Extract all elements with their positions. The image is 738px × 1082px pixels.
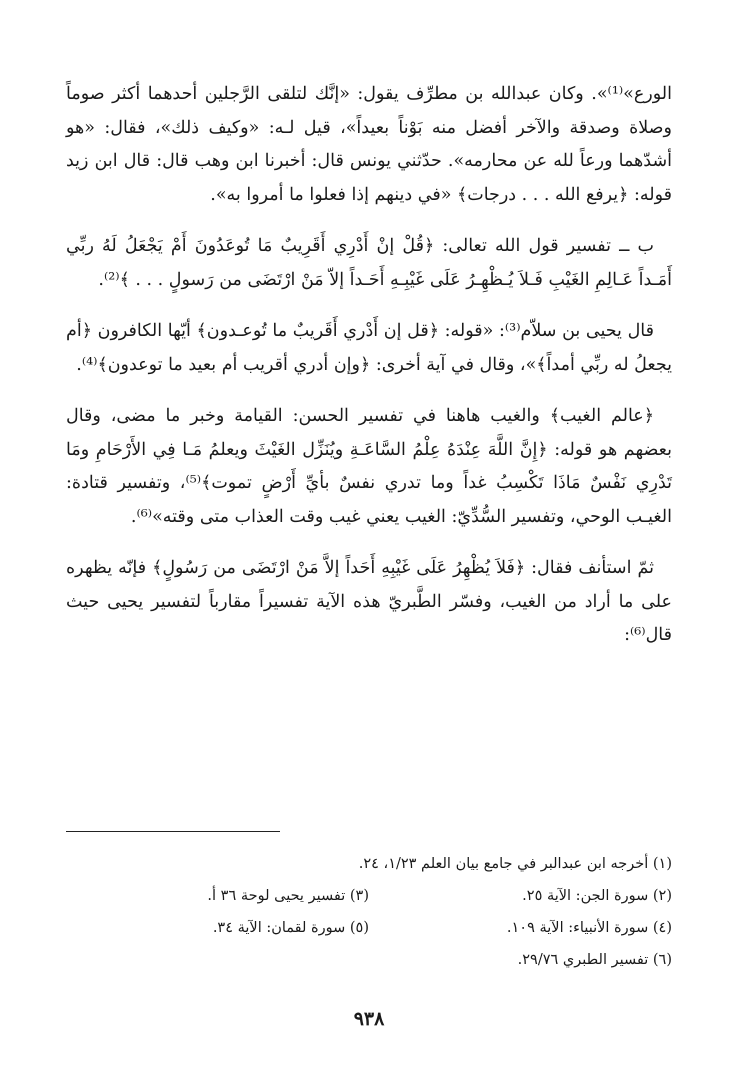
footnote-1: (١) أخرجه ابن عبدالبر في جامع بيان العلم ١/٢٣، ٢٤.	[358, 856, 672, 872]
footnote-6: (٦) تفسير الطبري ٢٩/٧٦.	[517, 952, 672, 968]
paragraph-3: قال يحيى بن سلاّم⁽³⁾: «قوله: ﴿قل إن أَدْري أَقَريبٌ ما تُوعـدون﴾ أيّها الكافرون ﴿أم يجعلُ له ربِّي أمداً﴾»، وقال في آية أخرى: ﴿وإن أدري أقريب أم بعيد ما توعدون﴾⁽⁴⁾.	[66, 321, 672, 375]
footnote-row	[66, 848, 672, 880]
footnote-4: (٤) سورة الأنبياء: الآية ١٠٩.	[506, 920, 672, 936]
footnote-divider	[66, 831, 280, 832]
footnote-row	[66, 912, 672, 944]
paragraph-1: الورع»⁽¹⁾». وكان عبدالله بن مطرِّف يقول: «إنَّك لتلقى الرَّجلين أحدهما أكثر صوماً وصلاة وصدقة والآخر أفضل منه بَوْناً بعيداً»، قيل لـه: «وكيف ذلك»، فقال: «هو أشدّهما ورعاً لله عن محارمه». حدّثني يونس قال: أخبرنا ابن وهب قال: قال ابن زيد قوله: ﴿يرفع الله . . . درجات﴾ «في دينهم إذا فعلوا ما أمروا به».	[66, 84, 672, 205]
footnote-row	[66, 944, 672, 976]
footnote-5: (٥) سورة لقمان: الآية ٣٤.	[212, 920, 369, 936]
main-text	[66, 78, 672, 671]
footnote-row	[66, 880, 672, 912]
paragraph-4: ﴿عالم الغيب﴾ والغيب هاهنا في تفسير الحسن: القيامة وخبر ما مضى، وقال بعضهم هو قوله: ﴿إِنَّ اللَّهَ عِنْدَهُ عِلْمُ السَّاعَـةِ ويُنَزِّل الغَيْثَ ويعلمُ مَـا فِي الأَرْحَامِ ومَا تَدْرِي نَفْسٌ مَاذَا تَكْسِبُ غداً وما تدري نفسٌ بأيِّ أَرْضٍ تموت﴾⁽⁵⁾، وتفسير قتادة: الغيـب الوحي، وتفسير السُّدِّيّ: الغيب يعني غيب وقت العذاب متى وقته»⁽⁶⁾.	[66, 406, 672, 527]
footnotes	[66, 848, 672, 976]
paragraph-5: ثمّ استأنف فقال: ﴿فَلاَ يُظْهِرُ عَلَى غَيْبِهِ أَحَداً إلاَّ مَنْ ارْتَضَى من رَسُولٍ﴾ فإنّه يظهره على ما أراد من الغيب، وفسّر الطَّبريّ هذه الآية تفسيراً مقارباً لتفسير يحيى حيث قال⁽⁶⁾:	[66, 558, 672, 645]
footnote-2: (٢) سورة الجن: الآية ٢٥.	[522, 888, 672, 904]
footnote-3: (٣) تفسير يحيى لوحة ٣٦ أ.	[207, 888, 369, 904]
paragraph-2: ب ــ تفسير قول الله تعالى: ﴿قُلْ إنْ أَدْرِي أَقَرِيبٌ مَا تُوعَدُونَ أَمْ يَجْعَلُ لَهُ ربِّي أَمَـداً عَـالِمِ الغَيْبِ فَـلاَ يُـظْهِـرُ عَلَى غَيْبِـهِ أَحَـداً إلاّ مَنْ ارْتَضَى من رَسولٍ . . . ﴾⁽²⁾.	[66, 236, 672, 290]
page-number: ٩٣٨	[353, 1008, 385, 1030]
